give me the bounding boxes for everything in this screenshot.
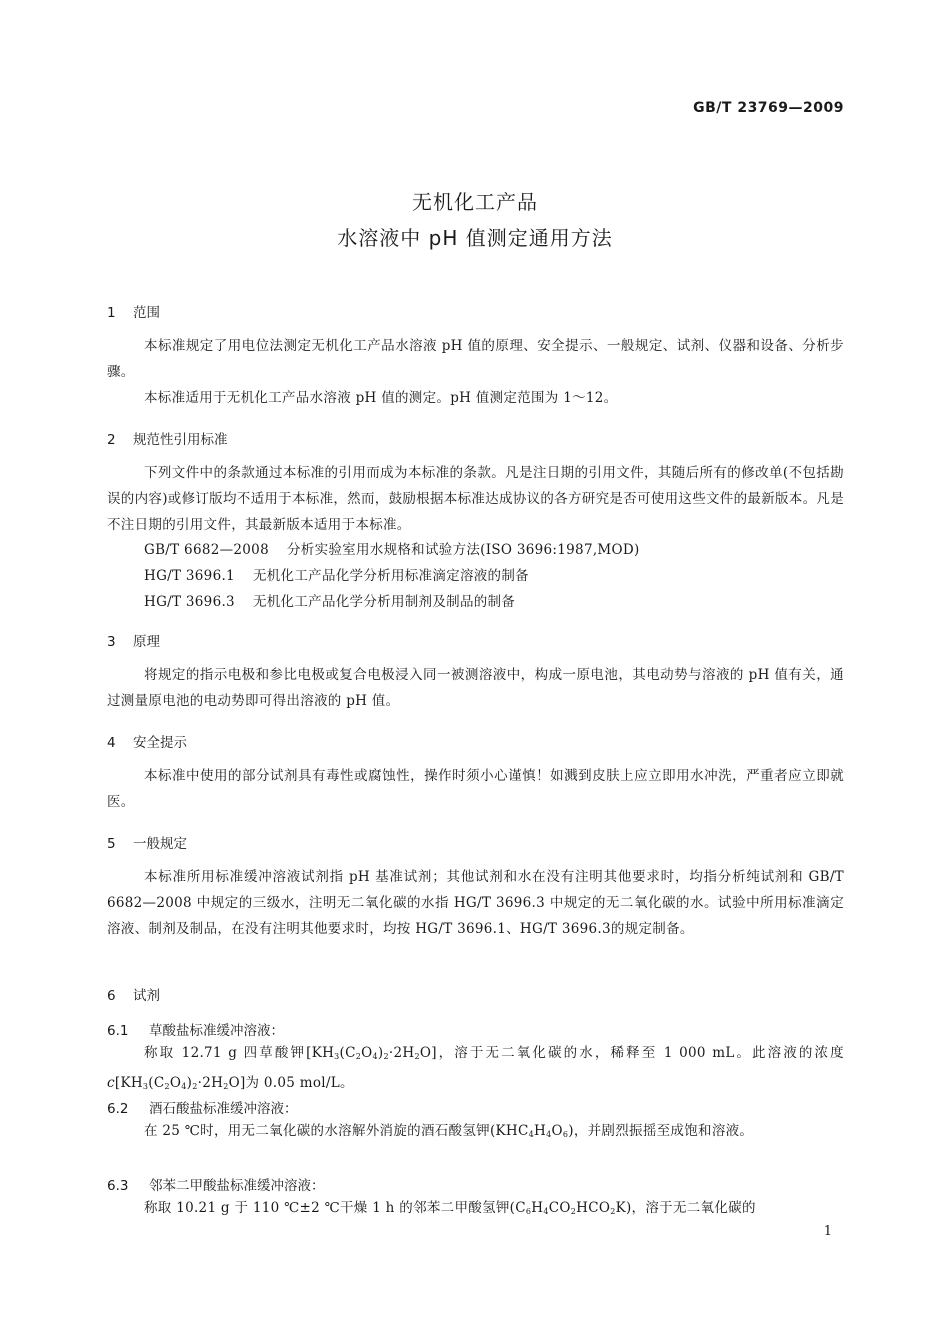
reference-code: HG/T 3696.3 — [144, 594, 235, 610]
section-number: 4 — [107, 735, 116, 751]
section-title: 一般规定 — [133, 836, 187, 852]
paragraph: 称取 12.71 g 四草酸钾$[KH_3(C_2O_4)_2\cdot 2H_2O]$，溶于无二氧化碳的水，稀释至 1 000 mL。此溶液的浓度 $c[KH_3(C_2O_4)_2\cdot 2H_2O]$为 0.05 mol/L。 — [107, 1045, 844, 1091]
paragraph: 称取 10.21 g 于 110 ℃±2 ℃干燥 1 h 的邻苯二甲酸氢钾$(C_6H_4CO_2HCO_2K)$，溶于无二氧化碳的 — [144, 1200, 756, 1216]
section-heading-6 — [107, 984, 160, 1004]
reference-name: 分析实验室用水规格和试验方法(ISO 3696:1987,MOD) — [286, 542, 640, 558]
section-title: 原理 — [133, 634, 160, 650]
subsection-title: 邻苯二甲酸盐标准缓冲溶液： — [149, 1178, 325, 1194]
document-title-line2: 水溶液中 pH 值测定通用方法 — [337, 226, 613, 250]
section-heading-2 — [107, 428, 228, 448]
subsection-heading-6-3 — [107, 1174, 325, 1194]
section-heading-4 — [107, 731, 187, 751]
section-heading-1 — [107, 301, 160, 321]
paragraph: 本标准中使用的部分试剂具有毒性或腐蚀性，操作时须小心谨慎！如溅到皮肤上应立即用水冲洗，严重者应立即就医。 — [107, 768, 844, 810]
subsection-number: 6.2 — [107, 1101, 129, 1117]
paragraph: 本标准所用标准缓冲溶液试剂指 pH 基准试剂；其他试剂和水在没有注明其他要求时，均指分析纯试剂和 GB/T 6682—2008 中规定的三级水，注明无二氧化碳的水指 HG/T 3696.3 中规定的无二氧化碳的水。试验中所用标准滴定溶液、制剂及制品，在没有注明其他要求时，均按 HG/T 3696.1、HG/T 3696.3的规定制备。 — [107, 869, 844, 937]
subsection-title: 酒石酸盐标准缓冲溶液： — [149, 1101, 298, 1117]
subsection-number: 6.3 — [107, 1178, 129, 1194]
reference-name: 无机化工产品化学分析用制剂及制品的制备 — [252, 594, 516, 610]
paragraph: 在 25 ℃时，用无二氧化碳的水溶解外消旋的酒石酸氢钾$(KHC_4H_4O_6)$，并剧烈振摇至成饱和溶液。 — [144, 1123, 754, 1139]
standard-number: GB/T 23769—2009 — [693, 100, 844, 116]
reference-name: 无机化工产品化学分析用标准滴定溶液的制备 — [252, 568, 529, 584]
reference-item — [144, 589, 515, 615]
page-number: 1 — [823, 1224, 832, 1239]
reference-item — [144, 537, 640, 563]
section-title: 规范性引用标准 — [133, 432, 228, 448]
section-heading-5 — [107, 832, 187, 852]
section-number: 5 — [107, 836, 116, 852]
subsection-number: 6.1 — [107, 1023, 129, 1039]
section-number: 2 — [107, 432, 116, 448]
reference-item — [144, 563, 529, 589]
section-number: 3 — [107, 634, 116, 650]
subsection-heading-6-1 — [107, 1019, 284, 1039]
paragraph: 本标准适用于无机化工产品水溶液 pH 值的测定。pH 值测定范围为 1～12。 — [144, 390, 618, 406]
reference-code: HG/T 3696.1 — [144, 568, 235, 584]
section-title: 范围 — [133, 305, 160, 321]
subsection-heading-6-2 — [107, 1097, 298, 1117]
section-heading-3 — [107, 630, 160, 650]
section-number: 1 — [107, 305, 116, 321]
subsection-title: 草酸盐标准缓冲溶液： — [149, 1023, 284, 1039]
paragraph: 下列文件中的条款通过本标准的引用而成为本标准的条款。凡是注日期的引用文件，其随后所有的修改单(不包括勘误的内容)或修订版均不适用于本标准，然而，鼓励根据本标准达成协议的各方研究是否可使用这些文件的最新版本。凡是不注日期的引用文件，其最新版本适用于本标准。 — [107, 465, 844, 533]
section-title: 安全提示 — [133, 735, 187, 751]
paragraph: 将规定的指示电极和参比电极或复合电极浸入同一被测溶液中，构成一原电池，其电动势与溶液的 pH 值有关，通过测量原电池的电动势即可得出溶液的 pH 值。 — [107, 667, 844, 709]
section-title: 试剂 — [133, 988, 160, 1004]
paragraph: 本标准规定了用电位法测定无机化工产品水溶液 pH 值的原理、安全提示、一般规定、试剂、仪器和设备、分析步骤。 — [107, 338, 844, 380]
section-number: 6 — [107, 988, 116, 1004]
document-title-line1: 无机化工产品 — [412, 190, 538, 214]
reference-code: GB/T 6682—2008 — [144, 542, 269, 558]
